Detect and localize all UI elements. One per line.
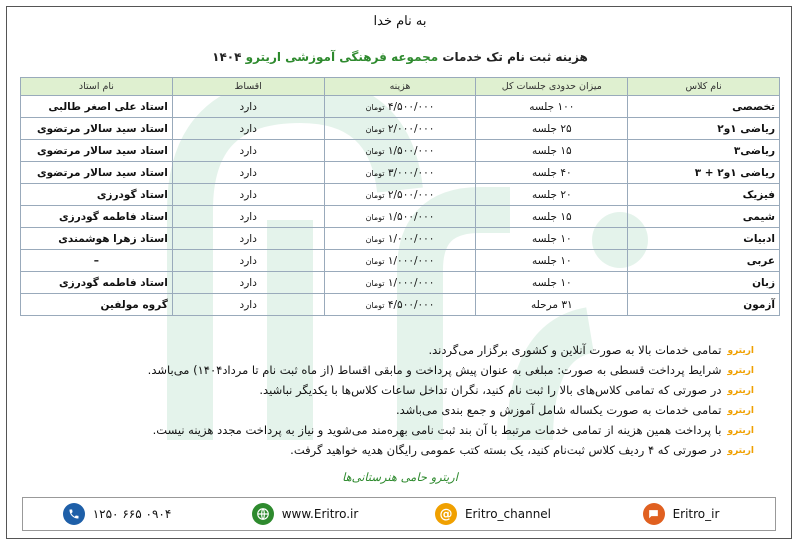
note-item xyxy=(34,360,754,380)
cost-value: ۱/۰۰۰/۰۰۰ xyxy=(387,276,435,289)
page-title xyxy=(0,50,800,64)
cell-class: زبان xyxy=(628,272,780,294)
cell-cost xyxy=(324,162,476,184)
cost-unit: تومان xyxy=(365,190,385,200)
note-text: با پرداخت همین هزینه از تمامی خدمات مرتبط با آن بند ثبت نامی بهره‌مند می‌شوید و نیاز به پرداخت مجدد هزینه نیست. xyxy=(152,423,722,437)
note-text: در صورتی که تمامی کلاس‌های بالا را ثبت نام کنید، نگران تداخل ساعات کلاس‌ها با یکدیگر نباشید. xyxy=(259,383,722,397)
channel-name: Eritro_channel xyxy=(464,507,552,521)
table-row xyxy=(21,250,780,272)
cell-cost xyxy=(324,228,476,250)
cell-cost xyxy=(324,184,476,206)
cell-class: عربی xyxy=(628,250,780,272)
phone-number: ۰۹۰۴ ۶۶۵ ۱۲۵۰ xyxy=(92,507,172,521)
cell-teacher: استاد سید سالار مرتضوی xyxy=(21,118,173,140)
cell-sessions: ۴۰ جلسه xyxy=(476,162,628,184)
cost-unit: تومان xyxy=(365,124,385,134)
cell-teacher: استاد علی اصغر طالبی xyxy=(21,96,173,118)
website-link: www.Eritro.ir xyxy=(281,507,359,521)
cell-class: ریاضی ۱و۲ + ۳ xyxy=(628,162,780,184)
cell-sessions: ۲۰ جلسه xyxy=(476,184,628,206)
at-sign-icon: @ xyxy=(435,503,457,525)
cost-value: ۱/۰۰۰/۰۰۰ xyxy=(387,232,435,245)
contact-bar xyxy=(22,497,776,531)
cell-installments: دارد xyxy=(172,272,324,294)
eritro-bullet-icon: اریترو xyxy=(727,345,754,356)
cell-teacher: گروه مولفین xyxy=(21,294,173,316)
cell-class: شیمی xyxy=(628,206,780,228)
bismillah: به نام خدا xyxy=(373,14,427,29)
cost-unit: تومان xyxy=(365,234,385,244)
cost-value: ۲/۰۰۰/۰۰۰ xyxy=(387,122,435,135)
cost-value: ۴/۵۰۰/۰۰۰ xyxy=(387,100,435,113)
cell-sessions: ۱۰ جلسه xyxy=(476,272,628,294)
cell-class: آزمون xyxy=(628,294,780,316)
header-teacher: نام استاد xyxy=(21,78,173,96)
cell-installments: دارد xyxy=(172,140,324,162)
cell-teacher: استاد فاطمه گودرزی xyxy=(21,272,173,294)
cell-installments: دارد xyxy=(172,96,324,118)
table-row xyxy=(21,184,780,206)
note-item xyxy=(34,440,754,460)
cell-installments: دارد xyxy=(172,118,324,140)
header-class-name: نام کلاس xyxy=(628,78,780,96)
table-row xyxy=(21,272,780,294)
chat-icon xyxy=(643,503,665,525)
cell-teacher: استاد گودرزی xyxy=(21,184,173,206)
cell-cost xyxy=(324,272,476,294)
title-part-2: مجموعه فرهنگی آموزشی اریترو xyxy=(245,50,439,64)
cell-cost xyxy=(324,96,476,118)
cell-teacher: استاد زهرا هوشمندی xyxy=(21,228,173,250)
cost-value: ۲/۵۰۰/۰۰۰ xyxy=(387,188,435,201)
header-installments: اقساط xyxy=(172,78,324,96)
cell-installments: دارد xyxy=(172,294,324,316)
note-text: تمامی خدمات به صورت یکساله شامل آموزش و جمع بندی می‌باشد. xyxy=(395,403,722,417)
cost-unit: تومان xyxy=(365,300,385,310)
contact-id[interactable] xyxy=(587,503,775,525)
title-part-1: هزینه ثبت نام تک خدمات xyxy=(442,50,588,64)
note-item xyxy=(34,400,754,420)
notes-list xyxy=(34,340,754,460)
note-text: تمامی خدمات بالا به صورت آنلاین و کشوری برگزار می‌گردند. xyxy=(428,343,722,357)
cell-cost xyxy=(324,294,476,316)
table-row xyxy=(21,140,780,162)
cost-unit: تومان xyxy=(365,212,385,222)
header-sessions: میزان حدودی جلسات کل xyxy=(476,78,628,96)
cell-cost xyxy=(324,250,476,272)
cell-installments: دارد xyxy=(172,206,324,228)
eritro-bullet-icon: اریترو xyxy=(727,425,754,436)
cost-unit: تومان xyxy=(365,168,385,178)
table-row xyxy=(21,96,780,118)
id-handle: Eritro_ir xyxy=(672,507,720,521)
cell-installments: دارد xyxy=(172,250,324,272)
cell-class: فیزیک xyxy=(628,184,780,206)
cost-unit: تومان xyxy=(365,146,385,156)
note-item xyxy=(34,380,754,400)
cell-sessions: ۳۱ مرحله xyxy=(476,294,628,316)
cell-class: ریاضی۳ xyxy=(628,140,780,162)
table-header-row xyxy=(21,78,780,96)
cell-sessions: ۱۰ جلسه xyxy=(476,250,628,272)
cell-cost xyxy=(324,206,476,228)
cost-value: ۱/۵۰۰/۰۰۰ xyxy=(387,210,435,223)
cost-unit: تومان xyxy=(365,256,385,266)
cost-unit: تومان xyxy=(365,278,385,288)
globe-icon xyxy=(252,503,274,525)
price-table xyxy=(20,77,780,316)
phone-icon xyxy=(63,503,85,525)
cost-value: ۳/۰۰۰/۰۰۰ xyxy=(387,166,435,179)
cell-sessions: ۱۰ جلسه xyxy=(476,228,628,250)
cell-installments: دارد xyxy=(172,162,324,184)
cell-sessions: ۱۵ جلسه xyxy=(476,140,628,162)
table-row xyxy=(21,294,780,316)
cell-sessions: ۲۵ جلسه xyxy=(476,118,628,140)
note-text: در صورتی که ۴ ردیف کلاس ثبت‌نام کنید، یک بسته کتب عمومی رایگان هدیه خواهید گرفت. xyxy=(290,443,722,457)
cell-installments: دارد xyxy=(172,228,324,250)
table-row xyxy=(21,228,780,250)
header-cost: هزینه xyxy=(324,78,476,96)
cell-cost xyxy=(324,118,476,140)
cell-sessions: ۱۵ جلسه xyxy=(476,206,628,228)
cell-teacher: استاد فاطمه گودرزی xyxy=(21,206,173,228)
cost-unit: تومان xyxy=(365,102,385,112)
note-text: شرایط پرداخت قسطی به صورت: مبلغی به عنوان پیش پرداخت و مابقی اقساط (از ماه ثبت نام تا مرداد۱۴۰۴) می‌باشد. xyxy=(147,363,722,377)
cell-installments: دارد xyxy=(172,184,324,206)
slogan: اریترو حامی هنرستانی‌ها xyxy=(342,470,458,484)
cell-class: ادبیات xyxy=(628,228,780,250)
contact-website[interactable] xyxy=(211,503,399,525)
cost-value: ۴/۵۰۰/۰۰۰ xyxy=(387,298,435,311)
table-row xyxy=(21,118,780,140)
contact-channel[interactable] xyxy=(399,503,587,525)
cell-class: تخصصی xyxy=(628,96,780,118)
eritro-bullet-icon: اریترو xyxy=(727,385,754,396)
table-row xyxy=(21,206,780,228)
cost-value: ۱/۰۰۰/۰۰۰ xyxy=(387,254,435,267)
eritro-bullet-icon: اریترو xyxy=(727,445,754,456)
table-row xyxy=(21,162,780,184)
cost-value: ۱/۵۰۰/۰۰۰ xyxy=(387,144,435,157)
note-item xyxy=(34,340,754,360)
eritro-bullet-icon: اریترو xyxy=(727,365,754,376)
cell-cost xyxy=(324,140,476,162)
contact-phone[interactable] xyxy=(23,503,211,525)
cell-teacher: – xyxy=(21,250,173,272)
note-item xyxy=(34,420,754,440)
title-year: ۱۴۰۴ xyxy=(212,50,242,64)
cell-teacher: استاد سید سالار مرتضوی xyxy=(21,140,173,162)
cell-sessions: ۱۰۰ جلسه xyxy=(476,96,628,118)
eritro-bullet-icon: اریترو xyxy=(727,405,754,416)
cell-class: ریاضی ۱و۲ xyxy=(628,118,780,140)
cell-teacher: استاد سید سالار مرتضوی xyxy=(21,162,173,184)
